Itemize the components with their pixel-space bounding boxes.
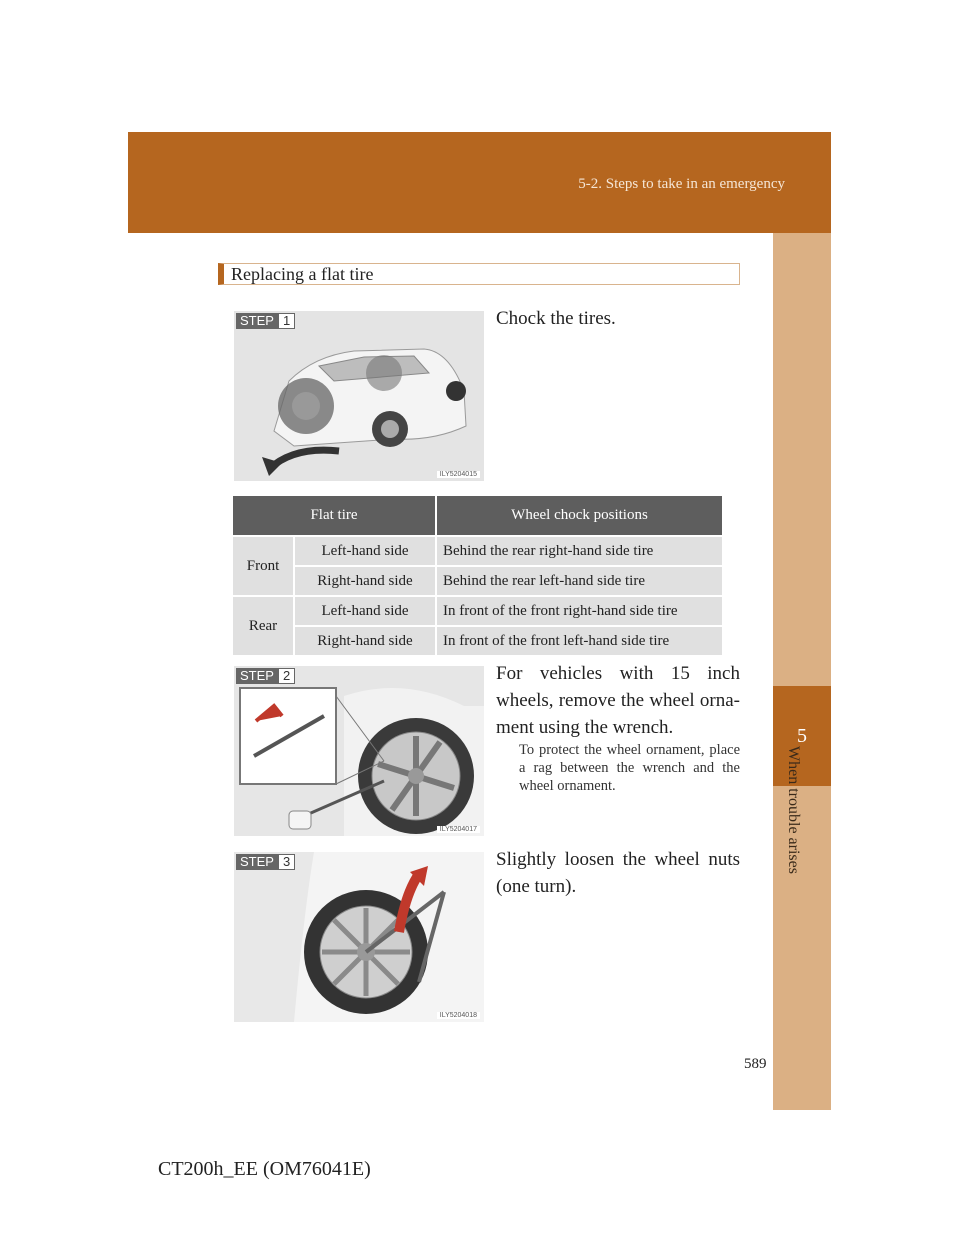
figure-code: ILY5204017 [437,826,480,833]
footer-model-code: CT200h_EE (OM76041E) [158,1158,371,1180]
section-title: Replacing a flat tire [218,263,740,285]
table-row [233,625,722,655]
table-header-chock-positions: Wheel chock positions [437,496,722,535]
step-number: 2 [278,668,295,684]
header-bar [128,132,831,233]
step-word: STEP [236,668,278,684]
table-header-flat-tire: Flat tire [233,496,437,535]
step-number: 1 [278,313,295,329]
chapter-title-label: When trouble arises [785,746,802,874]
table-cell-position: In front of the front right-hand side tire [437,595,722,625]
table-cell-side: Left-hand side [295,595,437,625]
step3-text: Slightly loosen the wheel nuts (one turn). [496,849,740,897]
car-front-illustration [234,311,484,481]
loosen-wheel-nuts-illustration [234,852,484,1022]
table-group-front: Front [233,535,295,595]
page-number: 589 [744,1056,767,1072]
step2-note: To protect the wheel ornament, place a rag between the wrench and the wheel ornament. [519,742,740,794]
step-word: STEP [236,313,278,329]
step1-figure [234,311,484,481]
figure-code: ILY5204015 [437,471,480,478]
step2-badge [236,668,295,684]
table-cell-position: In front of the front left-hand side tire [437,625,722,655]
header-section-title: 5-2. Steps to take in an emergency [578,176,785,192]
table-row [233,535,722,565]
table-row [233,565,722,595]
wheel-ornament-illustration [234,666,484,836]
step3-badge [236,854,295,870]
wheel-chock-table [233,496,722,655]
table-cell-position: Behind the rear right-hand side tire [437,535,722,565]
table-cell-side: Left-hand side [295,535,437,565]
table-cell-side: Right-hand side [295,565,437,595]
step3-figure [234,852,484,1022]
side-tab-strip [773,233,831,1110]
step2-figure [234,666,484,836]
table-cell-position: Behind the rear left-hand side tire [437,565,722,595]
step2-text: For vehicles with 15 inch wheels, remove the wheel orna- ment using the wrench. [496,663,740,738]
step-word: STEP [236,854,278,870]
step1-text: Chock the tires. [496,308,616,329]
table-group-rear: Rear [233,595,295,655]
table-row [233,595,722,625]
step1-badge [236,313,295,329]
figure-code: ILY5204018 [437,1012,480,1019]
chapter-number-tab[interactable]: 5 [773,686,831,786]
table-cell-side: Right-hand side [295,625,437,655]
step-number: 3 [278,854,295,870]
